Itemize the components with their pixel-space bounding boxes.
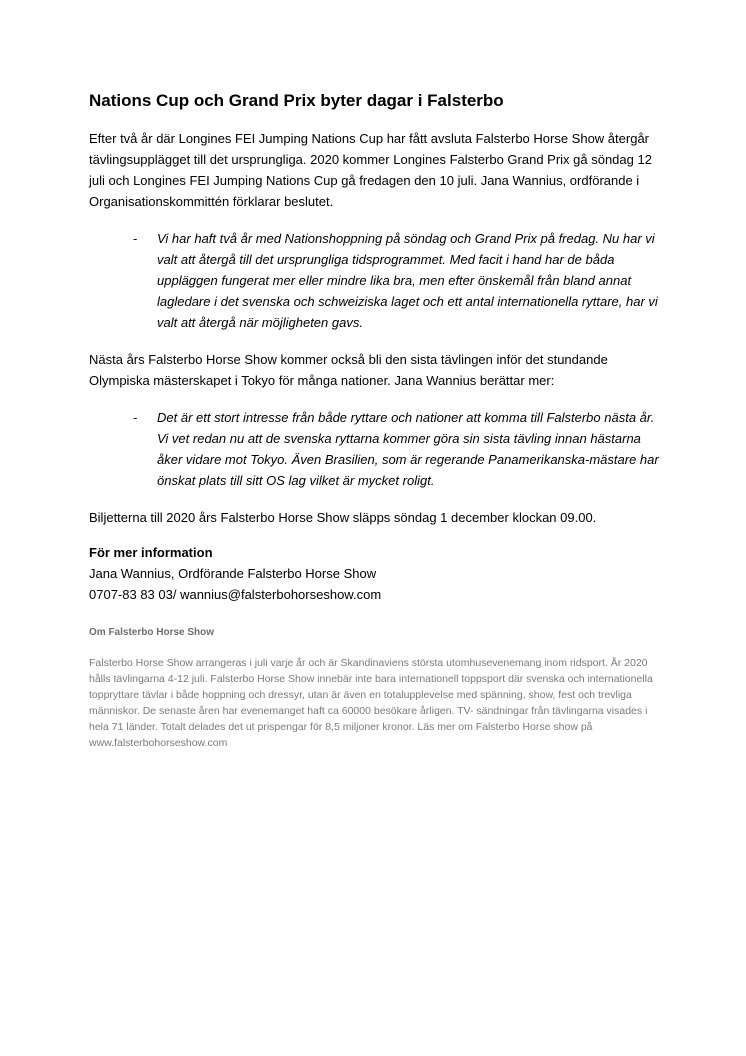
quote-text: Det är ett stort intresse från både ryttare och nationer att komma till Falsterbo nästa år. Vi vet redan nu att de svenska ryttarna kommer göra sin sista tävling innan hästarna åker vidare mot Tokyo. Även Brasilien, som är regerande Panamerikanska-mästare har önskat plats till sitt OS lag vilket är mycket roligt. <box>157 410 659 488</box>
contact-info <box>89 542 669 605</box>
second-paragraph: Nästa års Falsterbo Horse Show kommer också bli den sista tävlingen inför det stundande Olympiska mästerskapet i Tokyo för många nationer. Jana Wannius berättar mer: <box>89 352 608 388</box>
page-title: Nations Cup och Grand Prix byter dagar i Falsterbo <box>89 91 504 110</box>
quote-dash: - <box>133 231 138 246</box>
quote-block-1 <box>89 228 669 333</box>
contact-name: Jana Wannius, Ordförande Falsterbo Horse Show <box>89 566 377 581</box>
quote-text: Vi har haft två år med Nationshoppning på söndag och Grand Prix på fredag. Nu har vi valt att återgå till det ursprungliga tidsprogrammet. Med facit i hand har de båda uppläggen fungerat mer eller mindre lika bra, men efter önskemål från bland annat lagledare i det svenska och schweiziska laget och ett antal internationella ryttare, har vi valt att återgå när möjligheten gavs. <box>157 231 658 330</box>
contact-heading: För mer information <box>89 545 213 560</box>
quote-dash: - <box>133 410 138 425</box>
about-title: Om Falsterbo Horse Show <box>89 627 215 638</box>
tickets-paragraph: Biljetterna till 2020 års Falsterbo Horse Show släpps söndag 1 december klockan 09.00. <box>89 510 597 525</box>
quote-block-2 <box>89 407 669 491</box>
about-section <box>89 625 669 751</box>
intro-paragraph: Efter två år där Longines FEI Jumping Nations Cup har fått avsluta Falsterbo Horse Show återgår tävlingsupplägget till det ursprungliga. 2020 kommer Longines Falsterbo Grand Prix gå söndag 12 juli och Longines FEI Jumping Nations Cup gå fredagen den 10 juli. Jana Wannius, ordförande i Organisationskommittén förklarar beslutet. <box>89 131 652 209</box>
press-release <box>89 88 669 751</box>
contact-details: 0707-83 83 03/ wannius@falsterbohorseshow.com <box>89 587 382 602</box>
about-text: Falsterbo Horse Show arrangeras i juli varje år och är Skandinaviens största utomhusevenemang inom ridsport. År 2020 hålls tävlingarna 4-12 juli. Falsterbo Horse Show innebär inte bara internationell toppsport där svenska och internationella toppryttare tävlar i både hoppning och dressyr, utan är även en totalupplevelse med spänning, show, fest och trevliga människor. De senaste åren har evenemanget haft ca 60000 besökare årligen. TV- sändningar från tävlingarna visades i hela 71 länder. Totalt delades det ut prispengar för 8,5 miljoner kronor. Läs mer om Falsterbo Horse show på www.falsterbohorseshow.com <box>89 657 653 749</box>
